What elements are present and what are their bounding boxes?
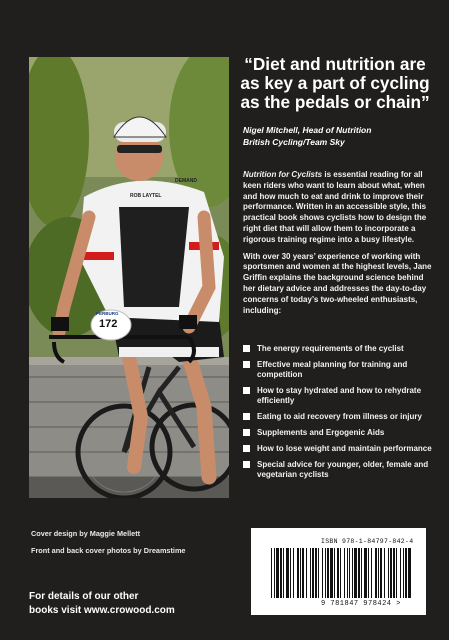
barcode-bar (300, 548, 301, 598)
bib-number: 172 (99, 318, 118, 330)
book-title: Nutrition for Cyclists (243, 170, 323, 179)
barcode-bar (396, 548, 397, 598)
barcode-bar (371, 548, 372, 598)
list-item: Supplements and Ergogenic Aids (243, 428, 435, 438)
barcode-bar (354, 548, 357, 598)
pull-quote: “Diet and nutrition are as key a part of cycling as the pedals or chain” (240, 54, 430, 112)
barcode-bar (361, 548, 362, 598)
quote-attribution-line1: Nigel Mitchell, Head of Nutrition (243, 125, 372, 135)
barcode-bar (393, 548, 395, 598)
photo-credit: Front and back cover photos by Dreamstime (31, 546, 186, 555)
barcode-bar (384, 548, 385, 598)
barcode-bar (352, 548, 353, 598)
barcode-bar (364, 548, 367, 598)
jersey-text-2: DEMAND (175, 178, 197, 184)
blurb-paragraph-2: With over 30 years’ experience of working with sportsmen and women at the highest levels, Jane Griffin explains the background science behind her dietary advice and addresses the day-to-day concerns of today’s two-wheeled enthusiasts, including: (243, 251, 432, 315)
square-bullet-icon (243, 345, 250, 352)
barcode-bar (378, 548, 379, 598)
list-item: The energy requirements of the cyclist (243, 344, 435, 354)
square-bullet-icon (243, 445, 250, 452)
publisher-details (29, 590, 239, 618)
barcode-bar (286, 548, 289, 598)
list-item: How to stay hydrated and how to rehydrate efficiently (243, 386, 435, 406)
barcode-bar (293, 548, 294, 598)
barcode-bar (322, 548, 323, 598)
barcode-bar (297, 548, 299, 598)
barcode-bar (349, 548, 350, 598)
barcode-bar (276, 548, 279, 598)
barcode-bar (368, 548, 369, 598)
list-item: Eating to aid recovery from illness or injury (243, 412, 435, 422)
barcode-bar (340, 548, 341, 598)
list-item: Special advice for younger, older, female and vegetarian cyclists (243, 460, 435, 480)
isbn-barcode (251, 528, 426, 615)
isbn-label: ISBN 978-1-84797-842-4 (321, 538, 414, 545)
barcode-bar (315, 548, 317, 598)
barcode-bar (405, 548, 407, 598)
barcode-bar (280, 548, 282, 598)
barcode-bar (334, 548, 335, 598)
barcode-bar (358, 548, 360, 598)
quote-attribution-line2: British Cycling/Team Sky (243, 137, 345, 147)
barcode-bar (390, 548, 392, 598)
barcode-bar (380, 548, 382, 598)
back-cover-blurb (243, 170, 435, 322)
bib-sponsor: PERBURG (96, 311, 119, 316)
square-bullet-icon (243, 361, 250, 368)
barcode-bar (344, 548, 345, 598)
barcode-bar (274, 548, 275, 598)
barcode-bar (388, 548, 389, 598)
barcode-bar (408, 548, 411, 598)
jersey-text-1: ROB LAYTEL (130, 193, 162, 199)
list-item: How to lose weight and maintain performance (243, 444, 435, 454)
barcode-bar (283, 548, 284, 598)
barcode-bars-icon (271, 548, 411, 600)
blurb-paragraph-1-text: is essential reading for all keen riders who want to learn about what, when and how much to eat and drink to improve their performance. Written in an accessible style, this practical book shows cyclists how to design the right diet that will allow them to incorporate a rigorous training regime into a busy lifestyle. (243, 170, 427, 244)
publisher-details-line1: For details of our other (29, 591, 139, 602)
cover-design-credit: Cover design by Maggie Mellett (31, 529, 141, 538)
square-bullet-icon (243, 429, 250, 436)
barcode-bar (271, 548, 272, 598)
list-item: Effective meal planning for training and competition (243, 360, 435, 380)
square-bullet-icon (243, 387, 250, 394)
barcode-bar (337, 548, 339, 598)
barcode-bar (312, 548, 314, 598)
barcode-bar (347, 548, 348, 598)
barcode-bar (290, 548, 291, 598)
barcode-bar (330, 548, 333, 598)
barcode-bar (375, 548, 377, 598)
barcode-bar (327, 548, 329, 598)
barcode-digits: 9 781847 978424 > (321, 600, 401, 608)
blurb-paragraph-1 (243, 170, 435, 246)
cover-photo-cyclist (29, 57, 229, 498)
barcode-bar (302, 548, 304, 598)
barcode-bar (325, 548, 326, 598)
quote-attribution (243, 124, 433, 148)
feature-list (243, 344, 435, 486)
barcode-bar (310, 548, 311, 598)
square-bullet-icon (243, 413, 250, 420)
square-bullet-icon (243, 461, 250, 468)
barcode-bar (306, 548, 307, 598)
barcode-bar (318, 548, 319, 598)
publisher-details-line2: books visit www.crowood.com (29, 605, 175, 616)
barcode-bar (400, 548, 401, 598)
barcode-bar (403, 548, 404, 598)
